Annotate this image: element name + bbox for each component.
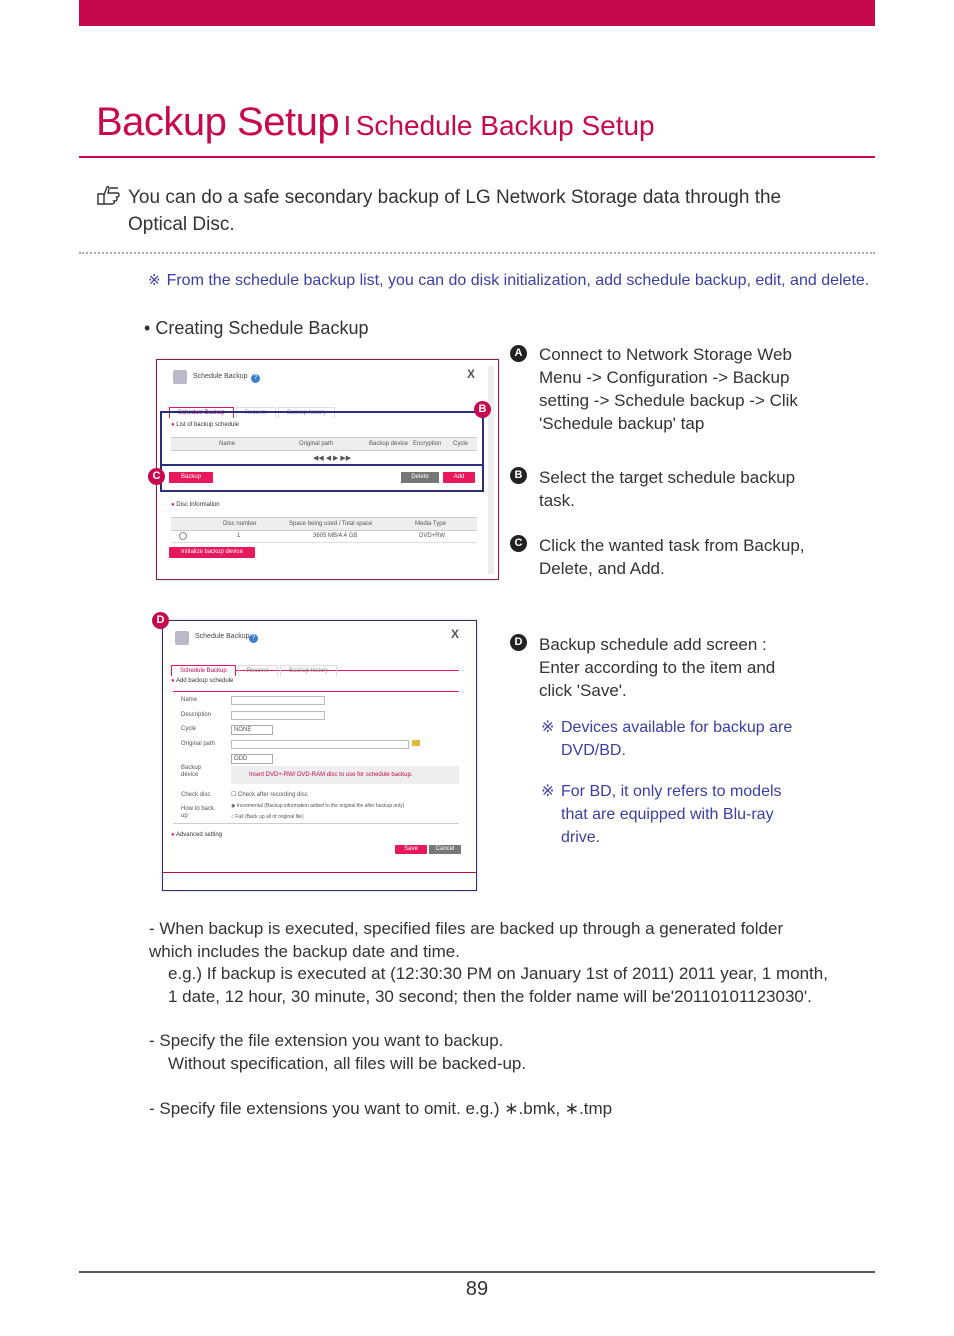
section-heading [144,318,368,339]
page-number: 89 [465,1278,489,1300]
col-cycle: Cycle [453,441,469,447]
name-field[interactable] [231,696,325,705]
delete-button[interactable]: Delete [401,472,439,483]
intro-text: You can do a safe secondary backup of LG Network Storage data through the Optical Disc. [128,187,782,235]
col-media-type: Media Type [415,521,446,527]
form-top-rule [173,691,459,692]
step-d-marker: D [510,634,527,651]
step-a-text: Connect to Network Storage Web Menu -> Configuration -> Backup setting -> Schedule backup -> Clik 'Schedule backup' tap [539,345,798,433]
label-check-disc: Check disc [181,792,211,798]
side-note-devices [541,716,801,762]
title-main: Backup Setup [96,100,340,144]
tab-bar [171,659,459,674]
top-note-text: From the schedule backup list, you can do disk initialization, add schedule backup, edit, and delete. [166,272,870,289]
scrollbar[interactable] [488,366,494,574]
paragraph-omit: - Specify file extensions you want to omit. e.g.) ∗.bmk, ∗.tmp [149,1099,613,1118]
page-title [96,100,655,145]
top-note [148,271,869,290]
col-space: Space being used / Total space [289,521,373,527]
step-c-marker: C [510,535,527,552]
disc-media-value: DVD+RW [419,533,446,539]
incremental-radio[interactable]: ◉ Incremental (Backup information added to the original file after backup only) [231,803,405,809]
step-c-text: Click the wanted task from Backup, Delete, and Add. [539,536,805,578]
reference-mark: ※ [541,719,555,736]
tab-backup-history[interactable]: Backup history [278,407,335,418]
add-schedule-title: ● Add backup schedule [171,678,234,684]
dialog-title: Schedule Backup [195,633,250,640]
label-name: Name [181,697,198,703]
original-path-field[interactable] [231,740,409,749]
frame-bottom-line [163,872,476,873]
cycle-select[interactable]: NONE [231,725,273,735]
callout-c-marker: C [148,468,165,485]
disc-table-header [171,517,477,531]
pager[interactable]: ◀◀ ◀ ▶ ▶▶ [313,455,352,462]
reference-mark: ※ [148,272,161,289]
callout-d-marker: D [152,612,169,629]
callout-box-b [160,411,484,466]
form-bottom-rule [173,823,459,824]
backup-app-icon [173,370,187,384]
device-warning-box [231,766,459,784]
disc-table-row[interactable] [171,530,477,543]
backup-device-select[interactable]: ODD [231,754,273,764]
side-note-bd-text: For BD, it only refers to models that are equipped with Blu-ray drive. [561,783,782,846]
paragraph-folder-name: - When backup is executed, specified files are backed up through a generated folder which includes the backup date and time. [149,919,784,961]
dialog-title: Schedule Backup [193,373,248,380]
section-title: Creating Schedule Backup [155,318,369,338]
device-warning: Insert DVD+-RW/ DVD-RAM disc to use for schedule backup. [249,772,413,778]
cancel-button[interactable]: Cancel [429,845,461,854]
close-icon[interactable]: X [451,627,460,641]
step-d-text: Backup schedule add screen : Enter according to the item and click 'Save'. [539,635,776,700]
paragraph-extension: - Specify the file extension you want to backup. [149,1031,504,1050]
backup-button[interactable]: Backup [169,472,213,483]
label-original-path: Original path [181,741,216,747]
tab-schedule-backup[interactable]: Schedule Backup [169,407,234,418]
step-b-text: Select the target schedule backup task. [539,468,796,510]
label-backup-device: Backup device [181,765,202,778]
label-how-to-back-up: How to back up [181,806,215,819]
side-note-bd [541,780,811,849]
title-separator: I [343,110,352,141]
col-original-path: Original path [299,441,334,447]
add-schedule-screenshot [162,620,477,891]
full-radio[interactable]: ○ Full (Back up all of original file) [231,814,304,820]
col-disc-number: Disc number [223,521,257,527]
col-name: Name [219,441,236,447]
title-rule [79,156,875,158]
tab-recover[interactable]: Recover [236,407,276,418]
reference-mark: ※ [541,783,555,800]
check-disc-checkbox[interactable]: ☐ Check after recording disc [231,792,308,798]
callout-box-c [160,464,484,492]
label-description: Description [181,712,212,718]
col-encryption: Encryption [413,441,442,447]
tab-backup-history[interactable]: Backup history [280,665,337,676]
label-cycle: Cycle [181,726,197,732]
tab-recover[interactable]: Recover [238,665,278,676]
callout-b-marker: B [474,401,491,418]
title-sub: Schedule Backup Setup [355,110,655,141]
disc-space-value: 3605 MB/4.4 GB [313,533,358,539]
disc-radio[interactable] [179,532,187,540]
bullet-mark: • [144,318,151,338]
footer-rule [79,1271,875,1273]
folder-icon[interactable] [412,740,420,746]
pointing-hand-icon [96,184,120,206]
add-button[interactable]: Add [443,472,475,483]
top-color-bar [79,0,875,26]
backup-app-icon [175,631,189,645]
help-icon[interactable]: ? [251,374,260,383]
advanced-setting[interactable]: ● Advanced setting [171,832,222,838]
disc-info-title: ● Disc Information [171,502,220,508]
disc-number-value: 1 [237,533,241,539]
save-button[interactable]: Save [395,845,427,854]
initialize-backup-device-button[interactable]: Initialize backup device [169,547,255,558]
paragraph-extension-detail: Without specification, all files will be backed-up. [168,1054,527,1073]
help-icon[interactable]: ? [249,634,258,643]
tab-schedule-backup[interactable]: Schedule Backup [171,665,236,676]
dotted-divider [79,252,875,254]
step-a-marker: A [510,345,527,362]
step-b-marker: B [510,467,527,484]
paragraph-folder-example: e.g.) If backup is executed at (12:30:30 PM on January 1st of 2011) 2011 year, 1 month, 1 date, 12 hour, 30 minute, 30 second; then the folder name will be'20110101123030'. [168,964,828,1006]
close-icon[interactable]: X [467,367,476,381]
list-title: ● List of backup schedule [171,422,240,428]
side-note-devices-text: Devices available for backup are DVD/BD. [561,719,793,759]
col-backup-device: Backup device [369,441,409,447]
description-field[interactable] [231,711,325,720]
